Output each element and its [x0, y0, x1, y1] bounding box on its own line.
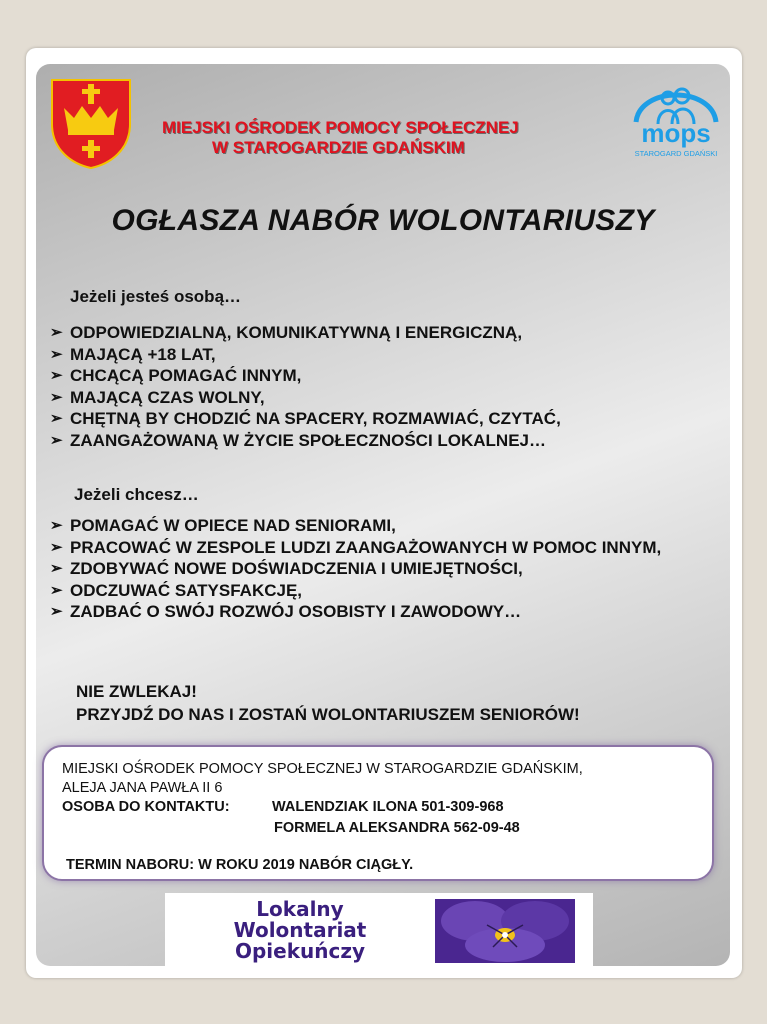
- contact-address: ALEJA JANA PAWŁA II 6: [62, 780, 223, 796]
- arrow-bullet-icon: ➢: [50, 431, 63, 449]
- arrow-bullet-icon: ➢: [50, 410, 63, 427]
- section1-intro: Jeżeli jesteś osobą…: [70, 287, 242, 306]
- program-name: [175, 899, 425, 962]
- mops-logo-subtitle: STAROGARD GDAŃSKI: [634, 149, 718, 158]
- contact-box: [42, 745, 714, 881]
- list-item: ➢ CHCĄCĄ POMAGAĆ INNYM,: [50, 366, 302, 385]
- recruitment-term: TERMIN NABORU: W ROKU 2019 NABÓR CIĄGŁY.: [66, 857, 414, 873]
- list-item: ➢ MAJĄCĄ CZAS WOLNY,: [50, 387, 265, 407]
- list-item: ➢ POMAGAĆ W OPIECE NAD SENIORAMI,: [50, 516, 396, 535]
- footer-program-logo: [165, 893, 593, 969]
- list-item: ➢ ODPOWIEDZIALNĄ, KOMUNIKATYWNĄ I ENERGICZNĄ,: [50, 323, 523, 342]
- arrow-bullet-icon: ➢: [50, 345, 63, 363]
- list-item: ➢ ZDOBYWAĆ NOWE DOŚWIADCZENIA I UMIEJĘTNOŚCI,: [50, 559, 523, 578]
- call-to-action: [76, 680, 716, 726]
- list-item: ➢ ZADBAĆ O SWÓJ ROZWÓJ OSOBISTY I ZAWODOWY…: [50, 602, 522, 621]
- contact-person-2: FORMELA ALEKSANDRA 562-09-48: [274, 820, 520, 836]
- program-name-line3: Opiekuńczy: [234, 939, 366, 963]
- organization-title-line1: MIEJSKI OŚRODEK POMOCY SPOŁECZNEJ: [162, 118, 519, 137]
- list-item: ➢ ODCZUWAĆ SATYSFAKCJĘ,: [50, 580, 303, 600]
- pansy-flower-icon: [435, 899, 575, 963]
- arrow-bullet-icon: ➢: [50, 603, 63, 620]
- arrow-bullet-icon: ➢: [50, 560, 63, 577]
- mops-logo-text: mops: [641, 118, 711, 148]
- contact-person-label: OSOBA DO KONTAKTU:: [62, 799, 230, 815]
- section2-list: [50, 515, 718, 623]
- arrow-bullet-icon: ➢: [50, 367, 63, 384]
- section2-intro: Jeżeli chcesz…: [74, 485, 199, 504]
- headline: OGŁASZA NABÓR WOLONTARIUSZY: [111, 204, 655, 237]
- list-item: ➢ MAJĄCĄ +18 LAT,: [50, 344, 216, 364]
- arrow-bullet-icon: ➢: [50, 324, 63, 341]
- arrow-bullet-icon: ➢: [50, 538, 63, 556]
- list-item: ➢ CHĘTNĄ BY CHODZIĆ NA SPACERY, ROZMAWIAĆ, CZYTAĆ,: [50, 409, 561, 428]
- contact-organization: MIEJSKI OŚRODEK POMOCY SPOŁECZNEJ W STAROGARDZIE GDAŃSKIM,: [62, 761, 583, 777]
- organization-title-line2: W STAROGARDZIE GDAŃSKIM: [212, 138, 465, 157]
- contact-person-1: WALENDZIAK ILONA 501-309-968: [272, 799, 504, 815]
- arrow-bullet-icon: ➢: [50, 581, 63, 599]
- section1-list: [50, 322, 730, 451]
- arrow-bullet-icon: ➢: [50, 388, 63, 406]
- program-name-line2: Wolontariat: [233, 918, 367, 942]
- organization-title: [100, 118, 660, 158]
- list-item: ➢ PRACOWAĆ W ZESPOLE LUDZI ZAANGAŻOWANYCH W POMOC INNYM,: [50, 537, 662, 557]
- cta-line1: NIE ZWLEKAJ!: [76, 682, 197, 701]
- program-name-line1: Lokalny: [256, 897, 344, 921]
- cta-line2: PRZYJDŹ DO NAS I ZOSTAŃ WOLONTARIUSZEM SENIORÓW!: [76, 705, 580, 724]
- arrow-bullet-icon: ➢: [50, 517, 63, 534]
- list-item: ➢ ZAANGAŻOWANĄ W ŻYCIE SPOŁECZNOŚCI LOKALNEJ…: [50, 430, 546, 450]
